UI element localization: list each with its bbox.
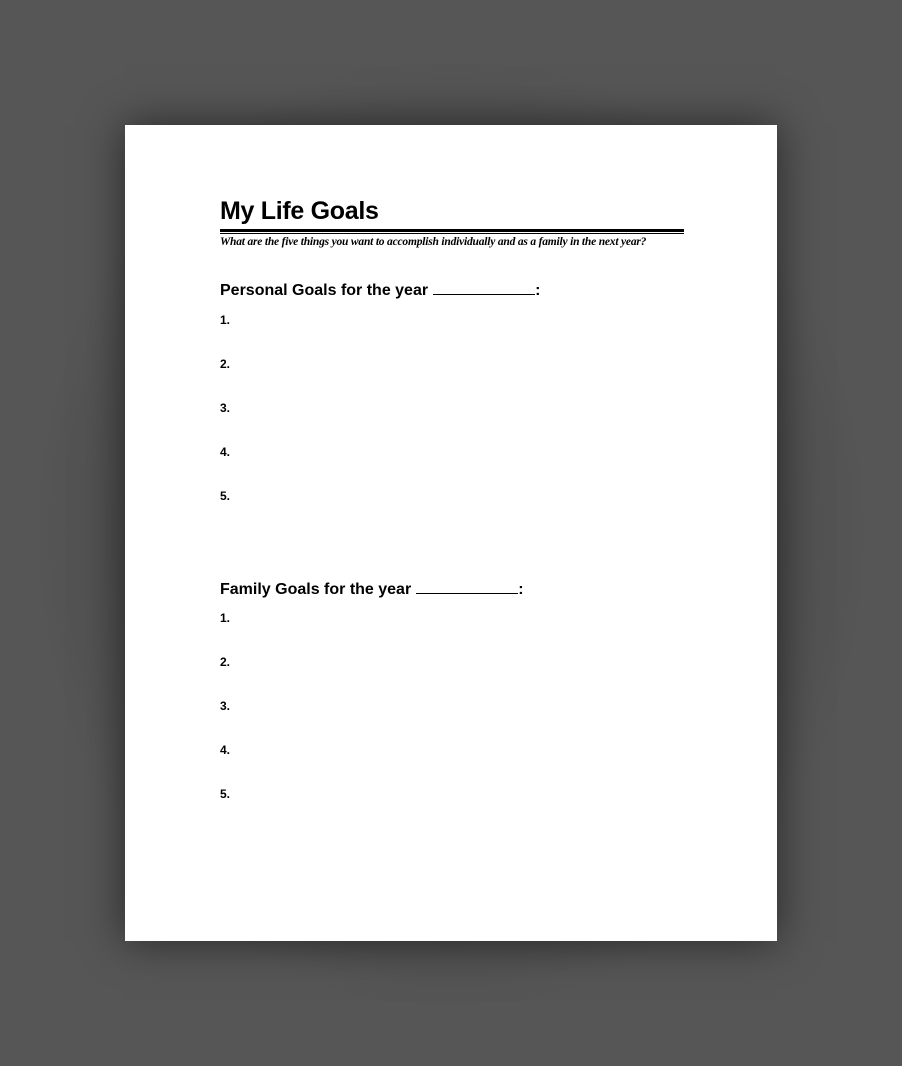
title-underline <box>220 229 684 234</box>
personal-goal-item-1: 1. <box>220 313 231 327</box>
document-title: My Life Goals <box>220 197 379 225</box>
family-goals-heading <box>220 579 684 600</box>
family-goal-item-4: 4. <box>220 743 231 757</box>
personal-goals-list <box>220 313 684 533</box>
document-subtitle: What are the five things you want to accomplish individually and as a family in the next year? <box>220 236 647 248</box>
family-goal-item-1: 1. <box>220 611 231 625</box>
family-year-blank[interactable] <box>416 579 518 594</box>
personal-goals-heading-text: Personal Goals for the year <box>220 282 429 299</box>
personal-goals-heading-suffix: : <box>535 282 541 299</box>
personal-goal-item-4: 4. <box>220 445 231 459</box>
family-goal-item-3: 3. <box>220 699 231 713</box>
family-goals-heading-text: Family Goals for the year <box>220 581 412 598</box>
personal-goal-item-3: 3. <box>220 401 231 415</box>
document-content <box>220 197 684 831</box>
personal-goal-item-5: 5. <box>220 489 231 503</box>
family-goals-list <box>220 611 684 831</box>
family-goals-heading-suffix: : <box>518 581 524 598</box>
personal-year-blank[interactable] <box>433 280 535 295</box>
personal-goal-item-2: 2. <box>220 357 231 371</box>
family-goal-item-5: 5. <box>220 787 231 801</box>
family-goal-item-2: 2. <box>220 655 231 669</box>
personal-goals-heading <box>220 280 684 301</box>
document-page <box>125 125 777 941</box>
